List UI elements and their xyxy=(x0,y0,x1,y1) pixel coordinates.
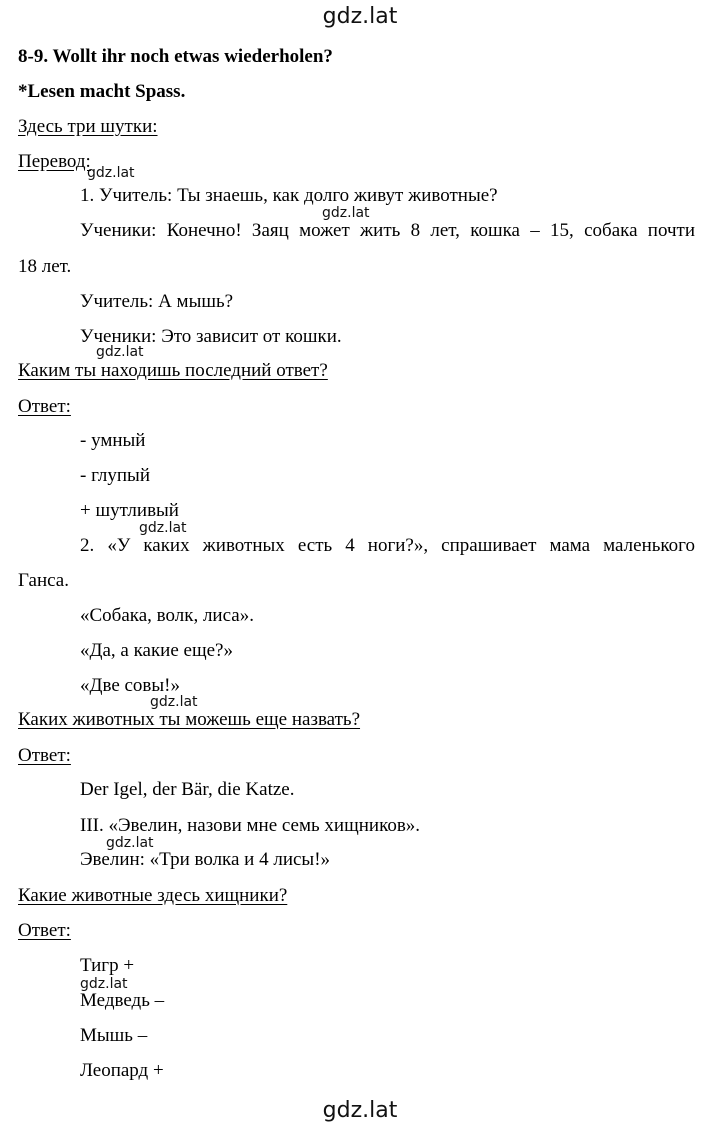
watermark-inline: gdz.lat xyxy=(87,165,135,181)
section-heading: *Lesen macht Spass. xyxy=(18,81,186,102)
task-heading: 8-9. Wollt ihr noch etwas wiederholen? xyxy=(18,46,333,67)
joke2-answer: Der Igel, der Bär, die Katze. xyxy=(80,779,295,800)
joke3-option: Медведь – xyxy=(80,990,165,1011)
watermark-inline: gdz.lat xyxy=(139,520,187,536)
joke3-option: Тигр + xyxy=(80,955,135,976)
joke1-option: - глупый xyxy=(80,465,150,486)
joke1-line3: Учитель: А мышь? xyxy=(80,291,234,312)
joke1-line1: 1. Учитель: Ты знаешь, как долго живут животные? xyxy=(80,185,498,206)
joke2-line2: «Собака, волк, лиса». xyxy=(80,605,254,626)
joke3-option: Леопард + xyxy=(80,1060,164,1081)
joke2-line1: 2. «У каких животных есть 4 ноги?», спрашивает мама маленького xyxy=(80,535,695,556)
joke1-line4: Ученики: Это зависит от кошки. xyxy=(80,326,342,347)
joke2-line3: «Да, а какие еще?» xyxy=(80,640,233,661)
joke1-question: Каким ты находишь последний ответ? xyxy=(18,360,328,381)
joke3-option: Мышь – xyxy=(80,1025,148,1046)
joke2-answer-label: Ответ: xyxy=(18,745,71,766)
joke1-option: + шутливый xyxy=(80,500,179,521)
watermark-inline: gdz.lat xyxy=(96,344,144,360)
joke1-line2-cont: 18 лет. xyxy=(18,256,72,277)
watermark-inline: gdz.lat xyxy=(80,976,128,992)
joke1-option: - умный xyxy=(80,430,146,451)
joke3-question: Какие животные здесь хищники? xyxy=(18,885,288,906)
joke1-answer-label: Ответ: xyxy=(18,396,71,417)
watermark-inline: gdz.lat xyxy=(150,694,198,710)
intro-three-jokes: Здесь три шутки: xyxy=(18,116,158,137)
watermark-bottom: gdz.lat xyxy=(322,1098,398,1123)
watermark-inline: gdz.lat xyxy=(106,835,154,851)
joke2-line4: «Две совы!» xyxy=(80,675,181,696)
joke2-question: Каких животных ты можешь еще назвать? xyxy=(18,709,361,730)
joke2-line1-cont: Ганса. xyxy=(18,570,69,591)
watermark-top: gdz.lat xyxy=(322,4,398,29)
joke3-answer-label: Ответ: xyxy=(18,920,71,941)
joke3-line2: Эвелин: «Три волка и 4 лисы!» xyxy=(80,849,331,870)
intro-translation: Перевод: xyxy=(18,151,91,172)
joke3-line1: III. «Эвелин, назови мне семь хищников». xyxy=(80,815,421,836)
watermark-inline: gdz.lat xyxy=(322,205,370,221)
joke1-line2: Ученики: Конечно! Заяц может жить 8 лет, кошка – 15, собака почти xyxy=(80,220,695,241)
